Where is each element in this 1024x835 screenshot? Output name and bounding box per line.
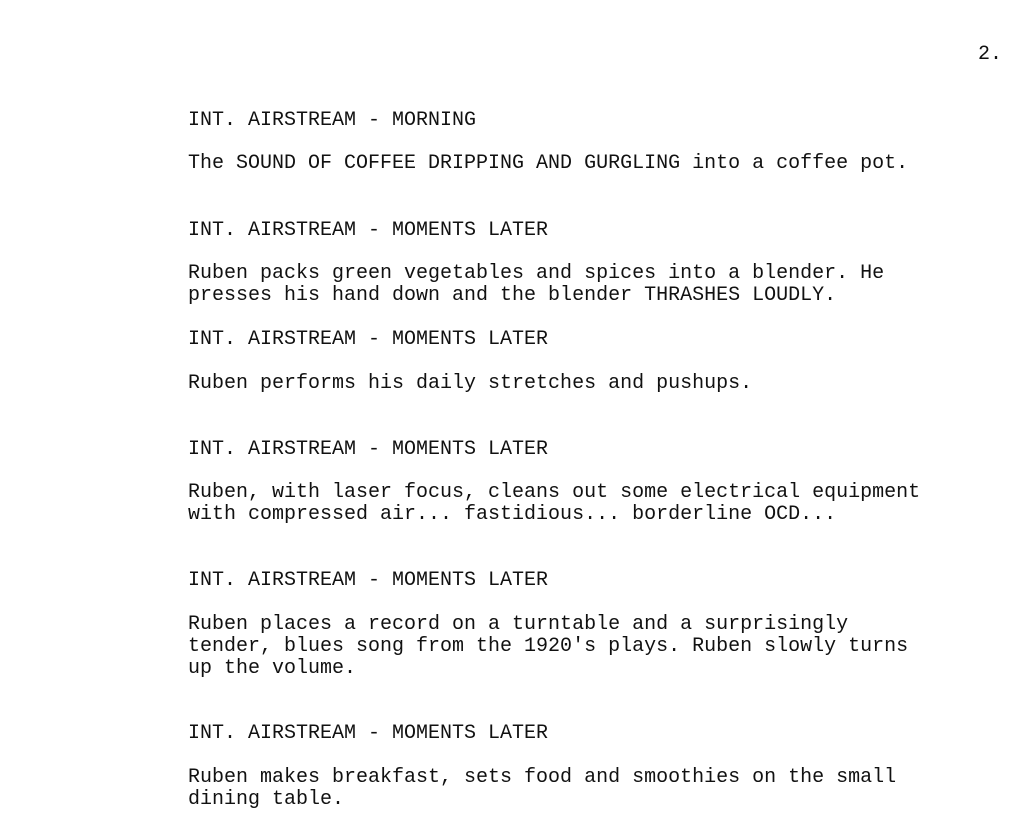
scene-heading-6: INT. AIRSTREAM - MOMENTS LATER [188,722,549,745]
scene-action-5: Ruben places a record on a turntable and a surprisingly tender, blues song from the 1920's plays. Ruben slowly turns up the volume. [188,613,909,680]
scene-heading-3: INT. AIRSTREAM - MOMENTS LATER [188,328,549,351]
scene-action-3: Ruben performs his daily stretches and pushups. [188,372,753,395]
scene-heading-2: INT. AIRSTREAM - MOMENTS LATER [188,219,549,242]
scene-heading-1: INT. AIRSTREAM - MORNING [188,109,477,132]
scene-action-2: Ruben packs green vegetables and spices into a blender. He presses his hand down and the blender THRASHES LOUDLY. [188,262,885,307]
scene-heading-5: INT. AIRSTREAM - MOMENTS LATER [188,569,549,592]
page-number: 2. [977,43,1002,66]
scene-action-6: Ruben makes breakfast, sets food and smoothies on the small dining table. [188,766,897,811]
scene-action-4: Ruben, with laser focus, cleans out some electrical equipment with compressed air... fastidious... borderline OCD... [188,481,921,526]
scene-heading-4: INT. AIRSTREAM - MOMENTS LATER [188,438,549,461]
scene-action-1: The SOUND OF COFFEE DRIPPING AND GURGLING into a coffee pot. [188,152,909,175]
